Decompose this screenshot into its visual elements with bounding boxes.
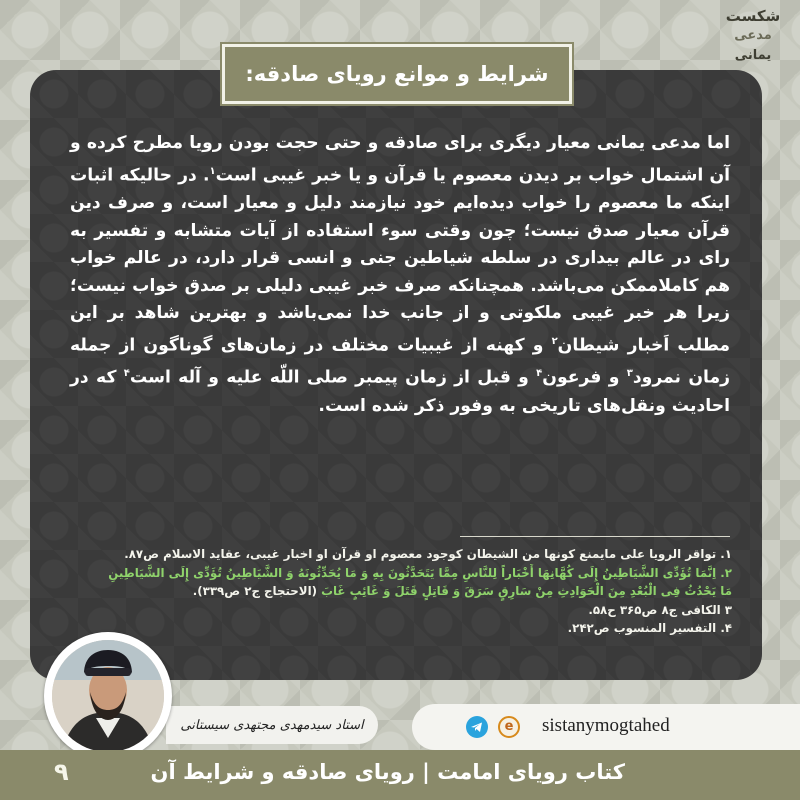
footnote-2-line-2: [80, 582, 732, 601]
footnote-2-source: (الاحتجاج ج۲ ص۳۳۹).: [192, 584, 322, 599]
page-number: ۹: [54, 758, 69, 786]
footer-title: کتاب رویای امامت | رویای صادقه و شرایط آن: [150, 760, 625, 784]
avatar: [52, 640, 164, 752]
body-segment-6: که در احادیث ونقل‌های تاریخی به وفور ذکر شده است.: [70, 367, 730, 416]
footnote-2-verse: مَا یَحْدُثُ فِی الْبُعْدِ مِنَ الْحَوَادِثِ مِنْ سَارِقٍ سَرَقَ وَ قَاتِلٍ قَتَلَ وَ غَائِبٍ غَابَ: [321, 584, 732, 599]
body-segment-4: و فرعون: [542, 367, 627, 388]
footnote-1: ۱. تواقر الرویا علی مایمنع کونها من الشیطان کوجود معصوم او قرآن او اخبار غیبی، عقاید الاسلام ص۸۷.: [124, 547, 732, 561]
footnote-ref-1[interactable]: ۱: [209, 165, 216, 177]
logo-line-1: شکست: [725, 7, 781, 25]
footnote-3: ۳ الکافی ج۸ ص۳۶۵ ح۵۸.: [588, 602, 732, 617]
author-portrait: [52, 640, 164, 752]
author-signature: استاد سیدمهدی مجتهدی سیستانی: [180, 717, 364, 733]
footer-bar: [0, 750, 800, 800]
footnote-4: ۴. التفسیر المنسوب ص۲۴۲.: [567, 621, 732, 636]
footnote-2-line-1: ۲. اِنَّمَا تُؤَدِّی الشَّیَاطِینُ إِلَی کُهَّانِهَا أَخْبَاراً لِلنَّاسِ مِمَّا یَتَحَدَّثُونَ بِهِ وَ مَا یُحَدِّثُونَهُ وَ الشَّیَاطِینُ تُؤَدِّی إِلَی الشَّیَاطِینِ: [108, 565, 732, 580]
body-segment-3: و کهنه از غیبیات مختلف در زمان‌های گوناگون از جمله زمان نمرود: [70, 335, 730, 388]
social-handle[interactable]: sistanymogtahed: [542, 715, 670, 736]
logo-line-3: یمانی: [734, 48, 772, 63]
title-box: [222, 44, 572, 104]
social-bar: [412, 704, 800, 750]
footnotes: [80, 545, 732, 638]
body-text: [70, 130, 730, 420]
body-segment-5: و قبل از زمان پیمبر صلی اللّه علیه و آله است: [129, 367, 537, 388]
signature-bar: [166, 706, 378, 744]
eitaa-icon[interactable]: e: [498, 716, 520, 738]
footnote-ref-4[interactable]: ۴: [536, 368, 543, 380]
telegram-icon[interactable]: [466, 716, 488, 738]
footnote-divider: [460, 536, 730, 537]
footnote-ref-2[interactable]: ۲: [551, 335, 558, 347]
body-segment-1: اما مدعی یمانی معیار دیگری برای صادقه و حتی حجت بودن رویا مطرح کرده و آن اشتمال خواب بر دیدن معصوم یا قرآن و یا خبر غیبی است: [70, 133, 731, 186]
body-segment-2: . در حالیکه اثبات اینکه ما معصوم را خواب دیده‌ایم خود نیازمند دلیل و معیار است، و صرف دین قرآن معیار صدق نیست؛ چون وقتی سوء استفاده از آیات متشابه و تفسیر به رای در عالم بیداری در سلطه شیاطین جنی و انسی قرار دارد، در عالم خواب هم کاملاممکن می‌باشد. همچنانکه صرف خبر غیبی دلیلی بر صدق خواب نیست؛ زیرا هر خبر غیبی ملکوتی و از جانب خدا نمی‌باشد و بهترین شاهد بر این مطلب اَخبار شیطان: [70, 165, 730, 356]
logo: [718, 6, 788, 66]
footnote-ref-3[interactable]: ۳: [626, 368, 633, 380]
logo-line-2: مدعی: [734, 28, 772, 43]
body-paragraph: [70, 130, 730, 420]
footnote-ref-5[interactable]: ۴: [123, 368, 130, 380]
page-title: شرایط و موانع رویای صادقه:: [245, 62, 549, 86]
